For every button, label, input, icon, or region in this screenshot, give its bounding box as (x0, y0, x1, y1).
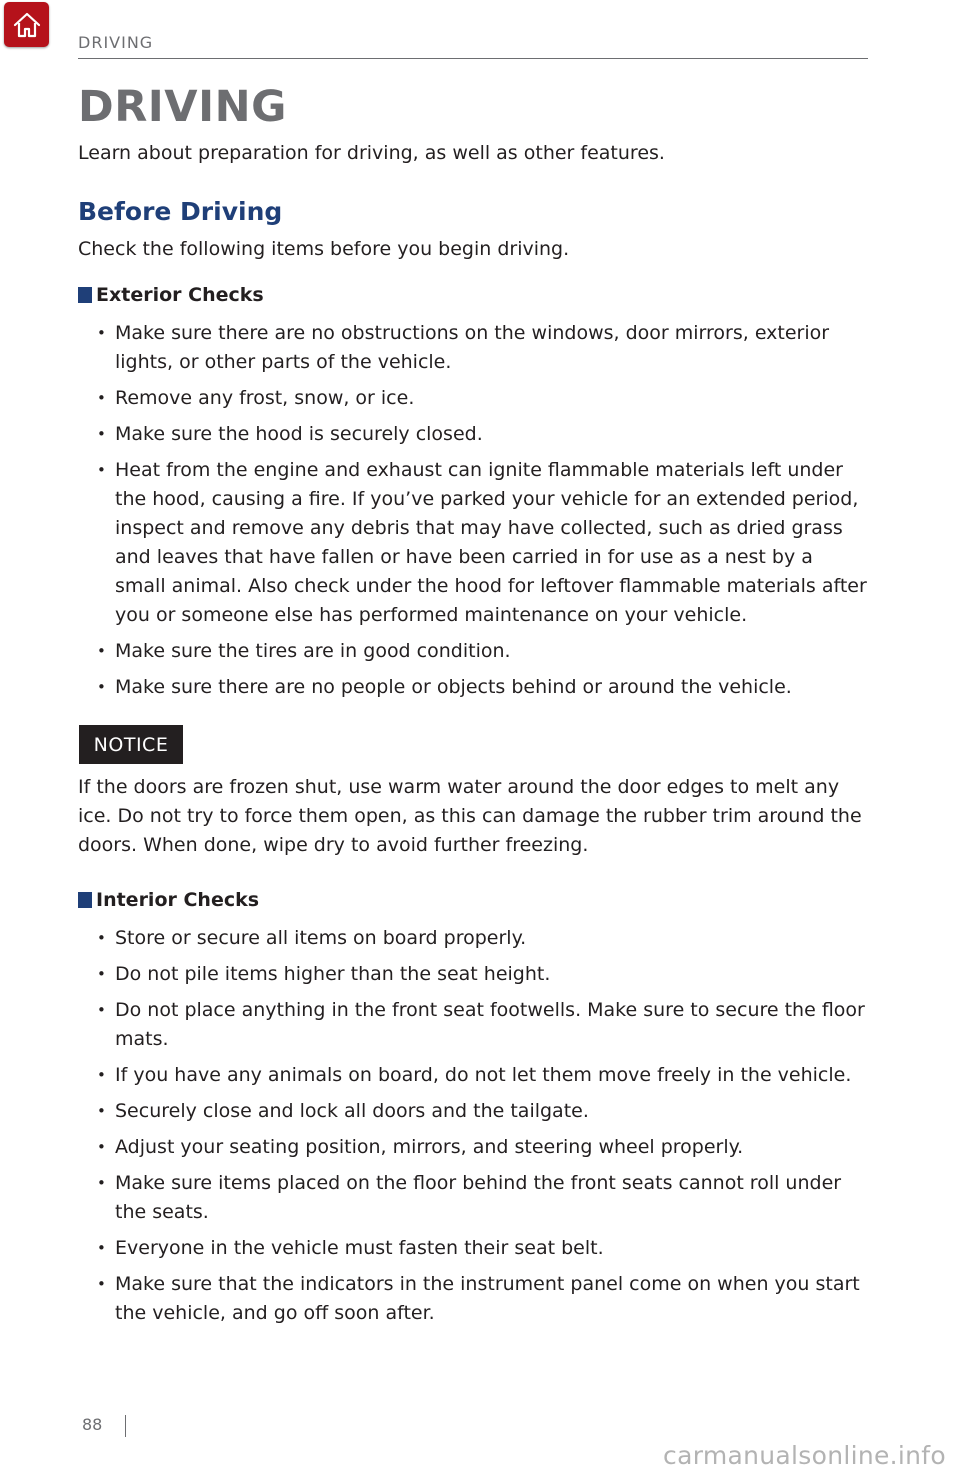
list-item: • Adjust your seating position, mirrors, and steering wheel properly. (94, 1133, 869, 1162)
list-item: • Make sure there are no people or objects behind or around the vehicle. (94, 673, 869, 702)
list-item: • Make sure there are no obstructions on the windows, door mirrors, exterior lights, or other parts of the vehicle. (94, 319, 869, 377)
list-item: • Make sure the tires are in good condition. (94, 637, 869, 666)
section-intro: Check the following items before you begin driving. (78, 238, 570, 260)
list-item: • Make sure items placed on the floor behind the front seats cannot roll under the seats. (94, 1169, 869, 1227)
notice-text: If the doors are frozen shut, use warm water around the door edges to melt any ice. Do not try to force them open, as this can damage the rubber trim around the doors. When done, wipe dry to avoid further freezing. (78, 776, 862, 856)
page-title: DRIVING (78, 82, 287, 132)
list-item: • Make sure the hood is securely closed. (94, 420, 869, 449)
list-item: • Remove any frost, snow, or ice. (94, 384, 869, 413)
square-bullet-icon (78, 287, 92, 303)
watermark: carmanualsonline.info (663, 1441, 946, 1470)
page-number-divider (125, 1415, 126, 1437)
exterior-checks-title: Exterior Checks (96, 284, 264, 306)
list-item: • Securely close and lock all doors and the tailgate. (94, 1097, 869, 1126)
interior-checks-title: Interior Checks (96, 889, 260, 911)
home-icon (12, 11, 42, 39)
square-bullet-icon (78, 892, 92, 908)
interior-checks-heading (78, 889, 259, 911)
list-item: • Everyone in the vehicle must fasten their seat belt. (94, 1234, 869, 1263)
page-intro: Learn about preparation for driving, as well as other features. (78, 142, 665, 164)
home-button[interactable] (4, 2, 49, 47)
header-rule (78, 58, 868, 59)
list-item: • Heat from the engine and exhaust can ignite flammable materials left under the hood, causing a fire. If you’ve parked your vehicle for an extended period, inspect and remove any debris that may have collected, such as dried grass and leaves that have fallen or have been carried in for use as a nest by a small animal. Also check under the hood for leftover flammable materials after you or someone else has performed maintenance on your vehicle. (94, 456, 869, 630)
list-item: • Make sure that the indicators in the instrument panel come on when you start the vehicle, and go off soon after. (94, 1270, 869, 1328)
list-item: • Do not pile items higher than the seat height. (94, 960, 869, 989)
page-number: 88 (82, 1415, 103, 1434)
list-item: • If you have any animals on board, do not let them move freely in the vehicle. (94, 1061, 869, 1090)
list-item: • Do not place anything in the front seat footwells. Make sure to secure the floor mats. (94, 996, 869, 1054)
section-title: Before Driving (78, 197, 283, 226)
exterior-checks-list (94, 319, 869, 709)
notice-badge: NOTICE (79, 725, 183, 764)
running-head: DRIVING (78, 33, 154, 52)
interior-checks-list (94, 924, 869, 1335)
list-item: • Store or secure all items on board properly. (94, 924, 869, 953)
exterior-checks-heading (78, 284, 264, 306)
